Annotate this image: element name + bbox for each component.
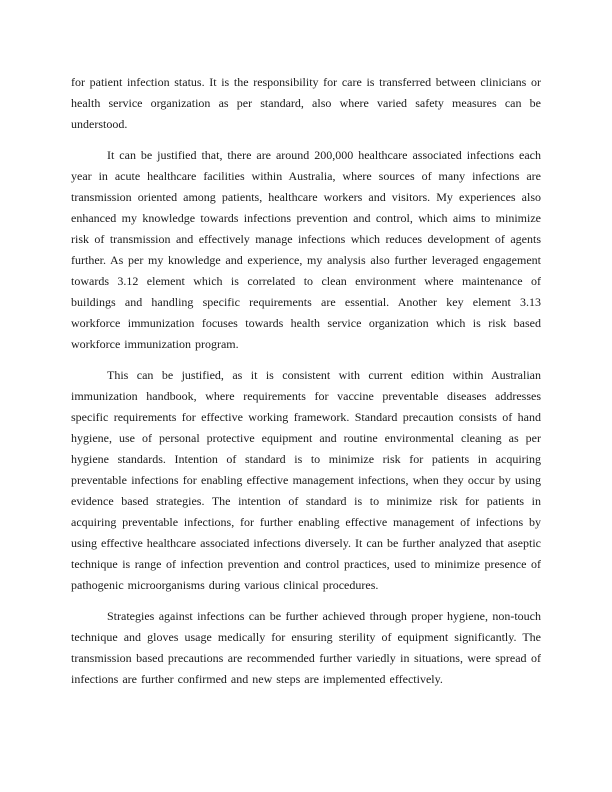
paragraph-continuation: for patient infection status. It is the responsibility for care is transferred between clinicians or health service organization as per standard, also where varied safety measures can be understood. [71, 75, 541, 131]
paragraph-strategies: Strategies against infections can be further achieved through proper hygiene, non-touch technique and gloves usage medically for ensuring sterility of equipment significantly. The transmission based precautions are recommended further variedly in situations, were spread of infections are further confirmed and new steps are implemented effectively. [71, 609, 541, 686]
paragraph-immunization-handbook: This can be justified, as it is consistent with current edition within Australian immunization handbook, where requirements for vaccine preventable diseases addresses specific requirements for effective working framework. Standard precaution consists of hand hygiene, use of personal protective equipment and routine environmental cleaning as per hygiene standards. Intention of standard is to minimize risk for patients in acquiring preventable infections for enabling effective management infections, when they occur by using evidence based strategies. The intention of standard is to minimize risk for patients in acquiring preventable infections, for further enabling effective management of infections by using effective healthcare associated infections diversely. It can be further analyzed that aseptic technique is range of infection prevention and control practices, used to minimize presence of pathogenic microorganisms during various clinical procedures. [71, 368, 541, 592]
paragraph-justification-infections: It can be justified that, there are around 200,000 healthcare associated infections each year in acute healthcare facilities within Australia, where sources of many infections are transmission oriented among patients, healthcare workers and visitors. My experiences also enhanced my knowledge towards infections prevention and control, which aims to minimize risk of transmission and effectively manage infections which reduces development of agents further. As per my knowledge and experience, my analysis also further leveraged engagement towards 3.12 element which is correlated to clean environment where maintenance of buildings and handling specific requirements are essential. Another key element 3.13 workforce immunization focuses towards health service organization which is risk based workforce immunization program. [71, 148, 541, 351]
